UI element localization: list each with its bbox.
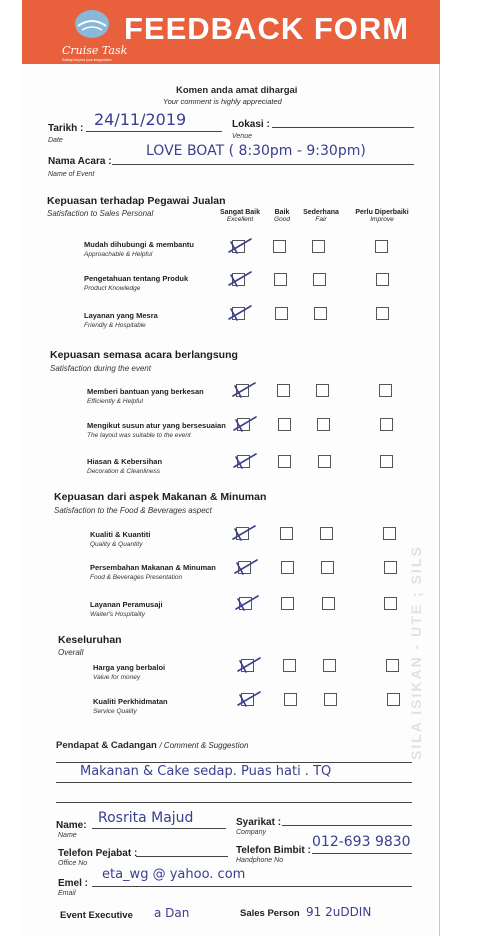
row-label: Layanan Peramusaji — [90, 600, 163, 609]
row-label: Layanan yang Mesra — [84, 311, 158, 320]
row-sublabel: Value for money — [93, 674, 141, 681]
rating-checkbox[interactable] — [386, 659, 399, 672]
row-label: Persembahan Makanan & Minuman — [90, 563, 216, 572]
rating-checkbox[interactable] — [317, 418, 330, 431]
col-excellent: Sangat Baik Excellent — [219, 209, 261, 223]
row-sublabel: Quality & Quantity — [90, 541, 143, 548]
rating-checkbox[interactable] — [318, 455, 331, 468]
mobile-sublabel: Handphone No — [236, 857, 284, 864]
company-label: Syarikat : — [236, 817, 282, 828]
event-sublabel: Name of Event — [48, 171, 95, 178]
name-label: Name: — [56, 820, 87, 831]
rating-checkbox[interactable] — [312, 240, 325, 253]
svg-text:Cruise Task: Cruise Task — [62, 44, 128, 57]
check-mark-icon — [227, 270, 253, 288]
rating-checkbox[interactable] — [281, 597, 294, 610]
event-label: Nama Acara : — [48, 156, 112, 167]
rating-checkbox[interactable] — [284, 693, 297, 706]
rating-checkbox[interactable] — [375, 240, 388, 253]
rating-checkbox[interactable] — [314, 307, 327, 320]
rating-checkbox[interactable] — [275, 307, 288, 320]
section-food-title: Kepuasan dari aspek Makanan & Minuman — [54, 491, 267, 503]
check-mark-icon — [227, 304, 253, 322]
rating-checkbox[interactable] — [380, 455, 393, 468]
name-value[interactable]: Rosrita Majud — [98, 810, 194, 826]
mobile-value[interactable]: 012-693 9830 — [312, 834, 411, 850]
row-label: Pengetahuan tentang Produk — [84, 274, 189, 283]
rating-checkbox[interactable] — [281, 561, 294, 574]
row-label: Mudah dihubungi & membantu — [84, 240, 194, 249]
section-overall-subtitle: Overall — [58, 648, 84, 657]
row-sublabel: Service Quality — [93, 708, 137, 715]
email-sublabel: Email — [58, 890, 76, 897]
date-sublabel: Date — [48, 137, 63, 144]
check-mark-icon — [232, 415, 258, 433]
form-paper — [22, 0, 440, 936]
check-mark-icon — [232, 452, 258, 470]
comment-label: Pendapat & Cadangan / Comment & Suggestion — [56, 740, 249, 751]
rating-checkbox[interactable] — [278, 455, 291, 468]
col-fair: Sederhana Fair — [303, 209, 339, 223]
venue-label: Lokasi : — [232, 119, 270, 130]
check-mark-icon — [231, 524, 257, 542]
name-sublabel: Name — [58, 832, 77, 839]
check-mark-icon — [236, 656, 262, 674]
row-label: Memberi bantuan yang berkesan — [87, 387, 204, 396]
executive-label: Event Executive — [60, 910, 133, 921]
email-label: Emel : — [58, 878, 89, 889]
rating-checkbox[interactable] — [376, 307, 389, 320]
rating-checkbox[interactable] — [383, 527, 396, 540]
intro-title: Komen anda amat dihargai — [176, 85, 298, 96]
date-value[interactable]: 24/11/2019 — [94, 110, 187, 129]
email-underline — [92, 886, 412, 887]
event-underline — [112, 164, 414, 165]
check-mark-icon — [227, 237, 253, 255]
rating-checkbox[interactable] — [320, 527, 333, 540]
row-sublabel: Approachable & Helpful — [84, 251, 153, 258]
comment-line — [56, 762, 412, 763]
rating-checkbox[interactable] — [277, 384, 290, 397]
rating-checkbox[interactable] — [283, 659, 296, 672]
section-sales-title: Kepuasan terhadap Pegawai Jualan — [47, 195, 226, 207]
bleed-through-text: SILA ISIKAN - UTE ; SILS — [408, 545, 424, 760]
mobile-underline — [312, 853, 412, 854]
rating-checkbox[interactable] — [322, 597, 335, 610]
section-food-subtitle: Satisfaction to the Food & Beverages aspect — [54, 506, 212, 515]
row-sublabel: Waiter's Hospitality — [90, 611, 145, 618]
scan-margin — [440, 0, 479, 936]
rating-checkbox[interactable] — [384, 561, 397, 574]
comment-value[interactable]: Makanan & Cake sedap. Puas hati . TQ — [80, 764, 332, 779]
email-value[interactable]: eta_wg @ yahoo. com — [102, 867, 246, 882]
venue-sublabel: Venue — [232, 133, 252, 140]
rating-checkbox[interactable] — [273, 240, 286, 253]
row-sublabel: Friendly & Hospitable — [84, 322, 146, 329]
rating-checkbox[interactable] — [321, 561, 334, 574]
check-mark-icon — [234, 594, 260, 612]
section-sales-subtitle: Satisfaction to Sales Personal — [47, 209, 154, 218]
office-phone-label: Telefon Pejabat : — [58, 848, 138, 859]
rating-checkbox[interactable] — [280, 527, 293, 540]
check-mark-icon — [233, 558, 259, 576]
row-label: Mengikut susun atur yang bersesuaian — [87, 421, 226, 430]
form-header — [22, 0, 440, 64]
check-mark-icon — [231, 381, 257, 399]
office-phone-sublabel: Office No — [58, 860, 88, 867]
row-label: Hiasan & Kebersihan — [87, 457, 163, 466]
rating-checkbox[interactable] — [323, 659, 336, 672]
rating-checkbox[interactable] — [387, 693, 400, 706]
rating-checkbox[interactable] — [278, 418, 291, 431]
rating-checkbox[interactable] — [316, 384, 329, 397]
venue-field[interactable] — [272, 127, 414, 128]
section-event-subtitle: Satisfaction during the event — [50, 364, 151, 373]
rating-checkbox[interactable] — [384, 597, 397, 610]
section-event-title: Kepuasan semasa acara berlangsung — [50, 349, 238, 361]
comment-line — [56, 802, 412, 803]
sales-person-value[interactable]: 91 2uDDIN — [306, 905, 372, 919]
check-mark-icon — [236, 690, 262, 708]
company-field[interactable] — [282, 825, 412, 826]
comment-line — [56, 782, 412, 783]
mobile-label: Telefon Bimbit : — [236, 845, 311, 856]
row-sublabel: Product Knowledge — [84, 285, 141, 292]
section-overall-title: Keseluruhan — [58, 634, 122, 646]
rating-checkbox[interactable] — [380, 418, 393, 431]
rating-checkbox[interactable] — [376, 273, 389, 286]
row-sublabel: Efficiently & Helpful — [87, 398, 143, 405]
col-improve: Perlu Diperbaiki Improve — [355, 209, 409, 223]
date-label: Tarikh : — [48, 123, 84, 134]
rating-checkbox[interactable] — [274, 273, 287, 286]
form-title: FEEDBACK FORM — [124, 11, 410, 46]
rating-checkbox[interactable] — [379, 384, 392, 397]
row-label: Kualiti Perkhidmatan — [93, 697, 168, 706]
date-underline — [86, 131, 222, 132]
event-value[interactable]: LOVE BOAT ( 8:30pm - 9:30pm) — [146, 143, 366, 159]
svg-text:Sailing beyond your imaginatio: Sailing beyond your imagination — [62, 58, 112, 62]
col-good: Baik Good — [274, 209, 290, 223]
name-underline — [92, 828, 226, 829]
rating-checkbox[interactable] — [313, 273, 326, 286]
company-sublabel: Company — [236, 829, 266, 836]
office-phone-field[interactable] — [136, 856, 228, 857]
executive-value[interactable]: a Dan — [154, 906, 190, 920]
row-label: Kualiti & Kuantiti — [90, 530, 151, 539]
row-sublabel: Decoration & Cleanliness — [87, 468, 160, 475]
sales-person-label: Sales Person — [240, 908, 300, 919]
row-label: Harga yang berbaloi — [93, 663, 166, 672]
rating-checkbox[interactable] — [324, 693, 337, 706]
row-sublabel: The layout was suitable to the event — [87, 432, 191, 439]
intro-subtitle: Your comment is highly appreciated — [163, 97, 282, 106]
row-sublabel: Food & Beverages Presentation — [90, 574, 183, 581]
